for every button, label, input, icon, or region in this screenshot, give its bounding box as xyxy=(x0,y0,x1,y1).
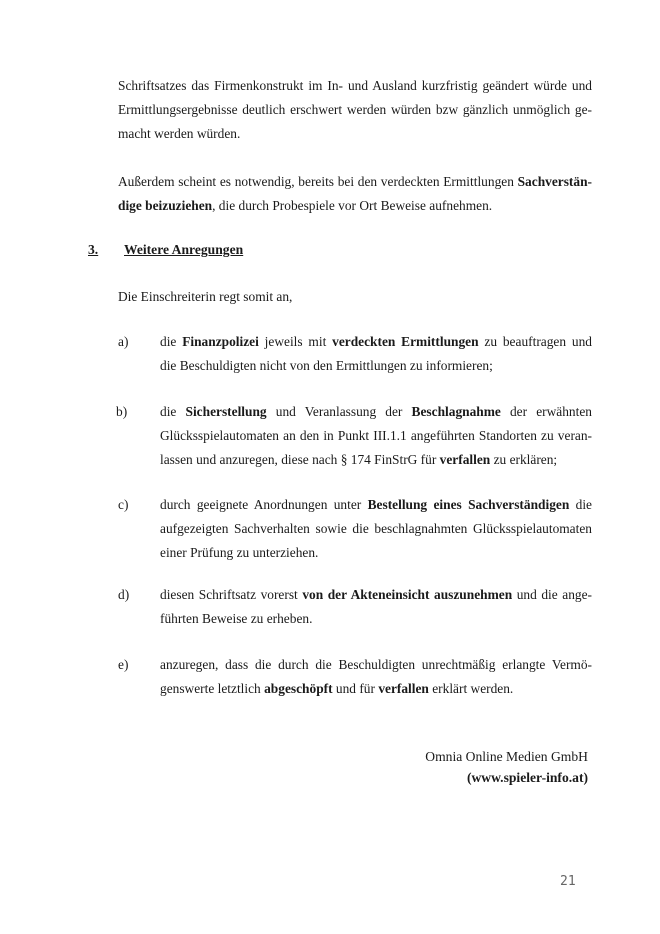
section-heading xyxy=(88,240,243,260)
bold-run: von der Akteneinsicht auszunehmen xyxy=(302,587,513,602)
paragraph-continuation xyxy=(118,74,592,146)
company-website xyxy=(425,767,588,788)
item-label-b: b) xyxy=(116,404,128,419)
text-line xyxy=(118,194,592,218)
text-run: zu erklären; xyxy=(490,452,558,467)
text-run: die xyxy=(160,334,183,349)
section-number: 3. xyxy=(88,242,99,257)
company-name: Omnia Online Medien GmbH xyxy=(425,749,588,764)
text-run: erklärt werden. xyxy=(428,681,514,696)
text-run: die xyxy=(569,497,592,512)
bold-run: Sicherstellung xyxy=(185,404,267,419)
text-line: die Beschuldigten nicht von den Ermittlungen zu informieren; xyxy=(160,358,493,373)
text-line xyxy=(160,330,592,354)
text-run: und Veranlassung der xyxy=(266,404,412,419)
text-run: diesen Schriftsatz vorerst xyxy=(160,587,303,602)
text-line: Glücksspielautomaten an den in Punkt III.1.1 angeführten Standorten zu veran- xyxy=(160,428,592,443)
page-number: 21 xyxy=(560,874,576,889)
text-line: Ermittlungsergebnisse deutlich erschwert werden würden bzw gänzlich unmöglich ge- xyxy=(118,102,592,117)
item-label-a: a) xyxy=(118,334,129,349)
item-body-d xyxy=(160,583,592,631)
item-body-c xyxy=(160,493,592,565)
text-run: lassen und anzuregen, diese nach § 174 FinStrG für xyxy=(160,452,440,467)
text-run: und die ange- xyxy=(512,587,592,602)
text-line xyxy=(160,448,592,472)
item-label-d: d) xyxy=(118,587,130,602)
text-line: Die Einschreiterin regt somit an, xyxy=(118,289,293,304)
text-run: die xyxy=(160,404,186,419)
intro-line xyxy=(118,285,592,309)
bold-run: Beschlagnahme xyxy=(411,404,501,419)
text-line xyxy=(160,493,592,517)
item-body-e xyxy=(160,653,592,701)
text-run: zu beauftragen und xyxy=(478,334,592,349)
text-line: führten Beweise zu erheben. xyxy=(160,611,313,626)
text-line xyxy=(160,400,592,424)
item-body-a xyxy=(160,330,592,378)
signature-block xyxy=(425,746,588,788)
text-line: einer Prüfung zu unterziehen. xyxy=(160,545,319,560)
text-run: und für xyxy=(332,681,379,696)
text-line: anzuregen, dass die durch die Beschuldigten unrechtmäßig erlangte Vermö- xyxy=(160,657,592,672)
paragraph-expert xyxy=(118,170,592,218)
bold-run: verfallen xyxy=(439,452,491,467)
item-label-c: c) xyxy=(118,497,129,512)
item-body-b xyxy=(160,400,592,472)
section-title: Weitere Anregungen xyxy=(124,242,244,257)
bold-run: dige beizuziehen xyxy=(118,198,213,213)
bold-run: Finanzpolizei xyxy=(182,334,259,349)
website-text: (www.spieler-info.at) xyxy=(466,770,588,785)
text-line: aufgezeigten Sachverhalten sowie die beschlagnahmten Glücksspielautomaten xyxy=(160,521,592,536)
text-line xyxy=(118,170,592,194)
bold-run: verdeckten Ermittlungen xyxy=(332,334,479,349)
bold-run: Sachverstän- xyxy=(517,174,592,189)
text-run: Außerdem scheint es notwendig, bereits bei den verdeckten Ermittlungen xyxy=(118,174,518,189)
item-label-e: e) xyxy=(118,657,129,672)
bold-run: Bestellung eines Sachverständigen xyxy=(367,497,570,512)
text-run: jeweils mit xyxy=(258,334,333,349)
text-line: Schriftsatzes das Firmenkonstrukt im In- und Ausland kurzfristig geändert würde und xyxy=(118,78,592,93)
text-line: macht werden würden. xyxy=(118,126,241,141)
text-run: genswerte letztlich xyxy=(160,681,265,696)
bold-run: verfallen xyxy=(378,681,429,696)
text-line xyxy=(160,583,592,607)
text-line xyxy=(160,677,592,701)
text-run: durch geeignete Anordnungen unter xyxy=(160,497,368,512)
text-run: , die durch Probespiele vor Ort Beweise aufnehmen. xyxy=(212,198,493,213)
text-run: der erwähnten xyxy=(500,404,592,419)
bold-run: abgeschöpft xyxy=(264,681,333,696)
